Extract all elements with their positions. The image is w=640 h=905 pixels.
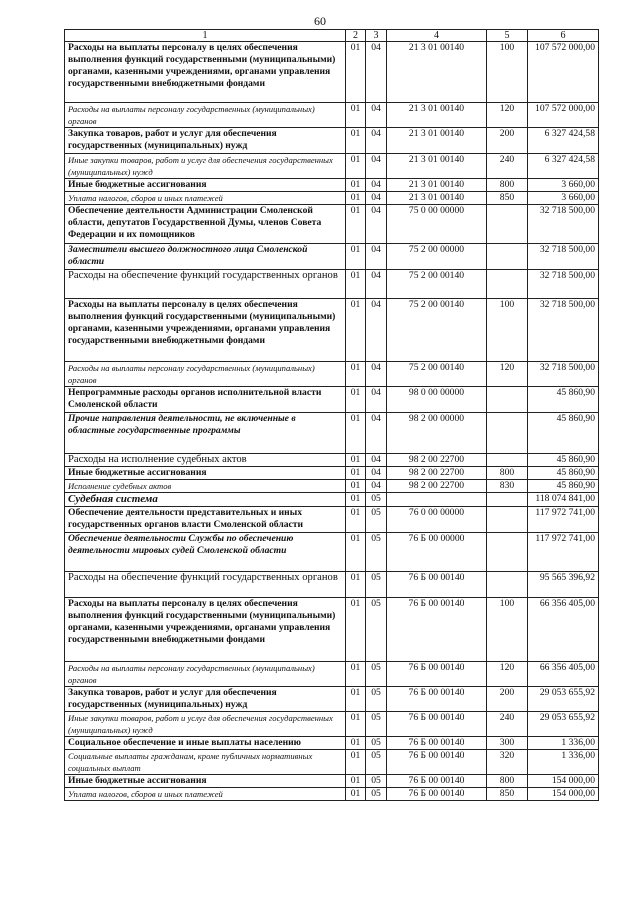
row-name-cell: Социальные выплаты гражданам, кроме публичных нормативных социальных выплат <box>65 750 346 775</box>
table-header-row <box>65 30 599 42</box>
table-row <box>65 299 599 362</box>
row-expense-type-cell: 800 <box>487 179 528 192</box>
row-expense-type-cell <box>487 572 528 598</box>
row-expense-type-cell: 120 <box>487 362 528 387</box>
row-subsection-cell: 05 <box>366 775 387 788</box>
table-row <box>65 775 599 788</box>
row-section-cell: 01 <box>346 103 366 128</box>
header-col-amount: 6 <box>528 30 599 42</box>
table-row <box>65 507 599 533</box>
row-amount-cell: 66 356 405,00 <box>528 662 599 687</box>
row-subsection-cell: 04 <box>366 467 387 480</box>
row-target-item-cell: 76 Б 00 00140 <box>387 750 487 775</box>
row-section-cell: 01 <box>346 413 366 454</box>
row-subsection-cell: 04 <box>366 42 387 103</box>
row-section-cell: 01 <box>346 467 366 480</box>
row-target-item-cell: 98 2 00 00000 <box>387 413 487 454</box>
row-subsection-cell: 04 <box>366 103 387 128</box>
row-target-item-cell: 98 0 00 00000 <box>387 387 487 413</box>
row-amount-cell: 29 053 655,92 <box>528 712 599 737</box>
row-section-cell: 01 <box>346 179 366 192</box>
row-expense-type-cell <box>487 493 528 507</box>
row-subsection-cell: 04 <box>366 192 387 205</box>
row-expense-type-cell: 300 <box>487 737 528 750</box>
row-name-cell: Обеспечение деятельности Службы по обеспечению деятельности мировых судей Смоленской области <box>65 533 346 572</box>
row-section-cell: 01 <box>346 192 366 205</box>
table-row <box>65 270 599 299</box>
row-section-cell: 01 <box>346 775 366 788</box>
row-expense-type-cell <box>487 205 528 244</box>
table-row <box>65 413 599 454</box>
row-amount-cell: 95 565 396,92 <box>528 572 599 598</box>
table-row <box>65 103 599 128</box>
row-section-cell: 01 <box>346 387 366 413</box>
row-subsection-cell: 04 <box>366 362 387 387</box>
table-row <box>65 192 599 205</box>
row-target-item-cell: 21 3 01 00140 <box>387 128 487 154</box>
row-subsection-cell: 04 <box>366 179 387 192</box>
row-name-cell: Расходы на выплаты персоналу государственных (муниципальных) органов <box>65 362 346 387</box>
header-col-name: 1 <box>65 30 346 42</box>
row-section-cell: 01 <box>346 750 366 775</box>
table-row <box>65 737 599 750</box>
row-subsection-cell: 04 <box>366 299 387 362</box>
row-section-cell: 01 <box>346 299 366 362</box>
row-expense-type-cell <box>487 454 528 467</box>
row-amount-cell: 1 336,00 <box>528 737 599 750</box>
row-section-cell: 01 <box>346 454 366 467</box>
row-target-item-cell: 76 Б 00 00000 <box>387 533 487 572</box>
row-target-item-cell: 75 2 00 00140 <box>387 362 487 387</box>
row-name-cell: Расходы на обеспечение функций государственных органов <box>65 270 346 299</box>
table-row <box>65 205 599 244</box>
row-amount-cell: 107 572 000,00 <box>528 103 599 128</box>
row-target-item-cell: 76 0 00 00000 <box>387 507 487 533</box>
row-name-cell: Иные закупки товаров, работ и услуг для обеспечения государственных (муниципальных) нужд <box>65 154 346 179</box>
row-target-item-cell: 76 Б 00 00140 <box>387 662 487 687</box>
row-name-cell: Иные закупки товаров, работ и услуг для обеспечения государственных (муниципальных) нужд <box>65 712 346 737</box>
row-expense-type-cell: 800 <box>487 775 528 788</box>
row-expense-type-cell: 120 <box>487 662 528 687</box>
row-name-cell: Непрограммные расходы органов исполнительной власти Смоленской области <box>65 387 346 413</box>
row-subsection-cell: 05 <box>366 533 387 572</box>
row-subsection-cell: 04 <box>366 244 387 270</box>
row-name-cell: Прочие направления деятельности, не включенные в областные государственные программы <box>65 413 346 454</box>
page-number: 60 <box>314 14 326 28</box>
row-amount-cell: 3 660,00 <box>528 179 599 192</box>
table-row <box>65 493 599 507</box>
row-section-cell: 01 <box>346 788 366 801</box>
row-name-cell: Расходы на исполнение судебных актов <box>65 454 346 467</box>
row-amount-cell: 154 000,00 <box>528 775 599 788</box>
row-subsection-cell: 05 <box>366 712 387 737</box>
table-row <box>65 128 599 154</box>
row-target-item-cell: 76 Б 00 00140 <box>387 737 487 750</box>
row-subsection-cell: 04 <box>366 128 387 154</box>
table-row <box>65 362 599 387</box>
row-amount-cell: 154 000,00 <box>528 788 599 801</box>
table-row <box>65 687 599 712</box>
row-target-item-cell: 98 2 00 22700 <box>387 480 487 493</box>
row-subsection-cell: 04 <box>366 387 387 413</box>
row-subsection-cell: 04 <box>366 413 387 454</box>
table-row <box>65 788 599 801</box>
row-amount-cell: 1 336,00 <box>528 750 599 775</box>
row-expense-type-cell: 240 <box>487 154 528 179</box>
table-row <box>65 533 599 572</box>
row-name-cell: Обеспечение деятельности Администрации Смоленской области, депутатов Государственной Думы, членов Совета Федерации и их помощников <box>65 205 346 244</box>
row-name-cell: Расходы на выплаты персоналу в целях обеспечения выполнения функций государственными (муниципальными) органами, казенными учреждениями, органами управления государственными внебюджетными фондами <box>65 598 346 662</box>
row-section-cell: 01 <box>346 507 366 533</box>
row-name-cell: Уплата налогов, сборов и иных платежей <box>65 788 346 801</box>
row-expense-type-cell <box>487 387 528 413</box>
row-subsection-cell: 04 <box>366 270 387 299</box>
row-section-cell: 01 <box>346 42 366 103</box>
row-amount-cell: 66 356 405,00 <box>528 598 599 662</box>
row-expense-type-cell: 800 <box>487 467 528 480</box>
row-subsection-cell: 05 <box>366 737 387 750</box>
row-target-item-cell: 76 Б 00 00140 <box>387 788 487 801</box>
table-row <box>65 467 599 480</box>
row-expense-type-cell: 320 <box>487 750 528 775</box>
row-amount-cell: 29 053 655,92 <box>528 687 599 712</box>
row-name-cell: Иные бюджетные ассигнования <box>65 467 346 480</box>
row-name-cell: Иные бюджетные ассигнования <box>65 775 346 788</box>
row-section-cell: 01 <box>346 154 366 179</box>
row-amount-cell: 45 860,90 <box>528 480 599 493</box>
row-amount-cell: 45 860,90 <box>528 387 599 413</box>
row-subsection-cell: 04 <box>366 205 387 244</box>
row-name-cell: Расходы на выплаты персоналу государственных (муниципальных) органов <box>65 662 346 687</box>
row-name-cell: Уплата налогов, сборов и иных платежей <box>65 192 346 205</box>
row-amount-cell: 45 860,90 <box>528 454 599 467</box>
row-target-item-cell: 76 Б 00 00140 <box>387 687 487 712</box>
row-expense-type-cell: 120 <box>487 103 528 128</box>
row-expense-type-cell <box>487 244 528 270</box>
row-target-item-cell: 75 2 00 00140 <box>387 270 487 299</box>
row-expense-type-cell: 100 <box>487 299 528 362</box>
table-row <box>65 750 599 775</box>
row-name-cell: Закупка товаров, работ и услуг для обеспечения государственных (муниципальных) нужд <box>65 128 346 154</box>
row-amount-cell: 32 718 500,00 <box>528 205 599 244</box>
header-col-target-item: 4 <box>387 30 487 42</box>
row-target-item-cell: 21 3 01 00140 <box>387 154 487 179</box>
header-col-section: 2 <box>346 30 366 42</box>
row-expense-type-cell: 240 <box>487 712 528 737</box>
row-name-cell: Судебная система <box>65 493 346 507</box>
row-amount-cell: 6 327 424,58 <box>528 128 599 154</box>
row-target-item-cell: 76 Б 00 00140 <box>387 775 487 788</box>
row-name-cell: Заместители высшего должностного лица Смоленской области <box>65 244 346 270</box>
row-subsection-cell: 05 <box>366 788 387 801</box>
row-expense-type-cell: 100 <box>487 598 528 662</box>
row-amount-cell: 107 572 000,00 <box>528 42 599 103</box>
row-target-item-cell: 75 2 00 00140 <box>387 299 487 362</box>
table-row <box>65 598 599 662</box>
table-row <box>65 387 599 413</box>
row-subsection-cell: 04 <box>366 454 387 467</box>
row-subsection-cell: 04 <box>366 154 387 179</box>
row-target-item-cell: 21 3 01 00140 <box>387 192 487 205</box>
row-amount-cell: 45 860,90 <box>528 413 599 454</box>
header-col-expense-type: 5 <box>487 30 528 42</box>
row-section-cell: 01 <box>346 572 366 598</box>
row-amount-cell: 32 718 500,00 <box>528 362 599 387</box>
row-name-cell: Расходы на выплаты персоналу государственных (муниципальных) органов <box>65 103 346 128</box>
row-target-item-cell: 75 0 00 00000 <box>387 205 487 244</box>
row-expense-type-cell: 830 <box>487 480 528 493</box>
row-target-item-cell: 21 3 01 00140 <box>387 103 487 128</box>
table-row <box>65 154 599 179</box>
row-amount-cell: 118 074 841,00 <box>528 493 599 507</box>
row-name-cell: Закупка товаров, работ и услуг для обеспечения государственных (муниципальных) нужд <box>65 687 346 712</box>
table-row <box>65 42 599 103</box>
row-amount-cell: 32 718 500,00 <box>528 270 599 299</box>
row-target-item-cell: 76 Б 00 00140 <box>387 572 487 598</box>
row-name-cell: Расходы на обеспечение функций государственных органов <box>65 572 346 598</box>
row-name-cell: Расходы на выплаты персоналу в целях обеспечения выполнения функций государственными (муниципальными) органами, казенными учреждениями, органами управления государственными внебюджетными фондами <box>65 42 346 103</box>
row-amount-cell: 117 972 741,00 <box>528 533 599 572</box>
row-target-item-cell: 75 2 00 00000 <box>387 244 487 270</box>
row-expense-type-cell <box>487 270 528 299</box>
row-section-cell: 01 <box>346 598 366 662</box>
row-subsection-cell: 05 <box>366 662 387 687</box>
row-subsection-cell: 05 <box>366 507 387 533</box>
row-amount-cell: 45 860,90 <box>528 467 599 480</box>
header-col-subsection: 3 <box>366 30 387 42</box>
row-section-cell: 01 <box>346 533 366 572</box>
row-expense-type-cell <box>487 413 528 454</box>
row-expense-type-cell: 100 <box>487 42 528 103</box>
table-row <box>65 662 599 687</box>
row-section-cell: 01 <box>346 493 366 507</box>
row-section-cell: 01 <box>346 244 366 270</box>
row-target-item-cell: 98 2 00 22700 <box>387 467 487 480</box>
row-target-item-cell: 98 2 00 22700 <box>387 454 487 467</box>
table-row <box>65 454 599 467</box>
row-expense-type-cell <box>487 533 528 572</box>
row-expense-type-cell <box>487 507 528 533</box>
row-section-cell: 01 <box>346 737 366 750</box>
row-section-cell: 01 <box>346 362 366 387</box>
row-subsection-cell: 05 <box>366 572 387 598</box>
row-expense-type-cell: 200 <box>487 128 528 154</box>
row-amount-cell: 117 972 741,00 <box>528 507 599 533</box>
row-target-item-cell: 21 3 01 00140 <box>387 42 487 103</box>
row-subsection-cell: 05 <box>366 493 387 507</box>
row-name-cell: Социальное обеспечение и иные выплаты населению <box>65 737 346 750</box>
row-amount-cell: 3 660,00 <box>528 192 599 205</box>
budget-table <box>64 29 599 801</box>
row-section-cell: 01 <box>346 270 366 299</box>
row-expense-type-cell: 850 <box>487 192 528 205</box>
row-amount-cell: 6 327 424,58 <box>528 154 599 179</box>
row-subsection-cell: 05 <box>366 750 387 775</box>
row-name-cell: Иные бюджетные ассигнования <box>65 179 346 192</box>
row-section-cell: 01 <box>346 205 366 244</box>
row-section-cell: 01 <box>346 712 366 737</box>
row-section-cell: 01 <box>346 128 366 154</box>
table-row <box>65 179 599 192</box>
row-expense-type-cell: 200 <box>487 687 528 712</box>
row-name-cell: Обеспечение деятельности представительных и иных государственных органов власти Смоленской области <box>65 507 346 533</box>
row-target-item-cell: 76 Б 00 00140 <box>387 598 487 662</box>
row-subsection-cell: 04 <box>366 480 387 493</box>
row-name-cell: Исполнение судебных актов <box>65 480 346 493</box>
row-section-cell: 01 <box>346 687 366 712</box>
row-amount-cell: 32 718 500,00 <box>528 299 599 362</box>
row-section-cell: 01 <box>346 480 366 493</box>
row-section-cell: 01 <box>346 662 366 687</box>
row-target-item-cell: 76 Б 00 00140 <box>387 712 487 737</box>
row-name-cell: Расходы на выплаты персоналу в целях обеспечения выполнения функций государственными (муниципальными) органами, казенными учреждениями, органами управления государственными внебюджетными фондами <box>65 299 346 362</box>
table-body <box>65 42 599 801</box>
row-target-item-cell: 21 3 01 00140 <box>387 179 487 192</box>
table-row <box>65 244 599 270</box>
table-row <box>65 572 599 598</box>
row-subsection-cell: 05 <box>366 598 387 662</box>
table-row <box>65 480 599 493</box>
row-expense-type-cell: 850 <box>487 788 528 801</box>
table-row <box>65 712 599 737</box>
row-target-item-cell <box>387 493 487 507</box>
row-subsection-cell: 05 <box>366 687 387 712</box>
row-amount-cell: 32 718 500,00 <box>528 244 599 270</box>
